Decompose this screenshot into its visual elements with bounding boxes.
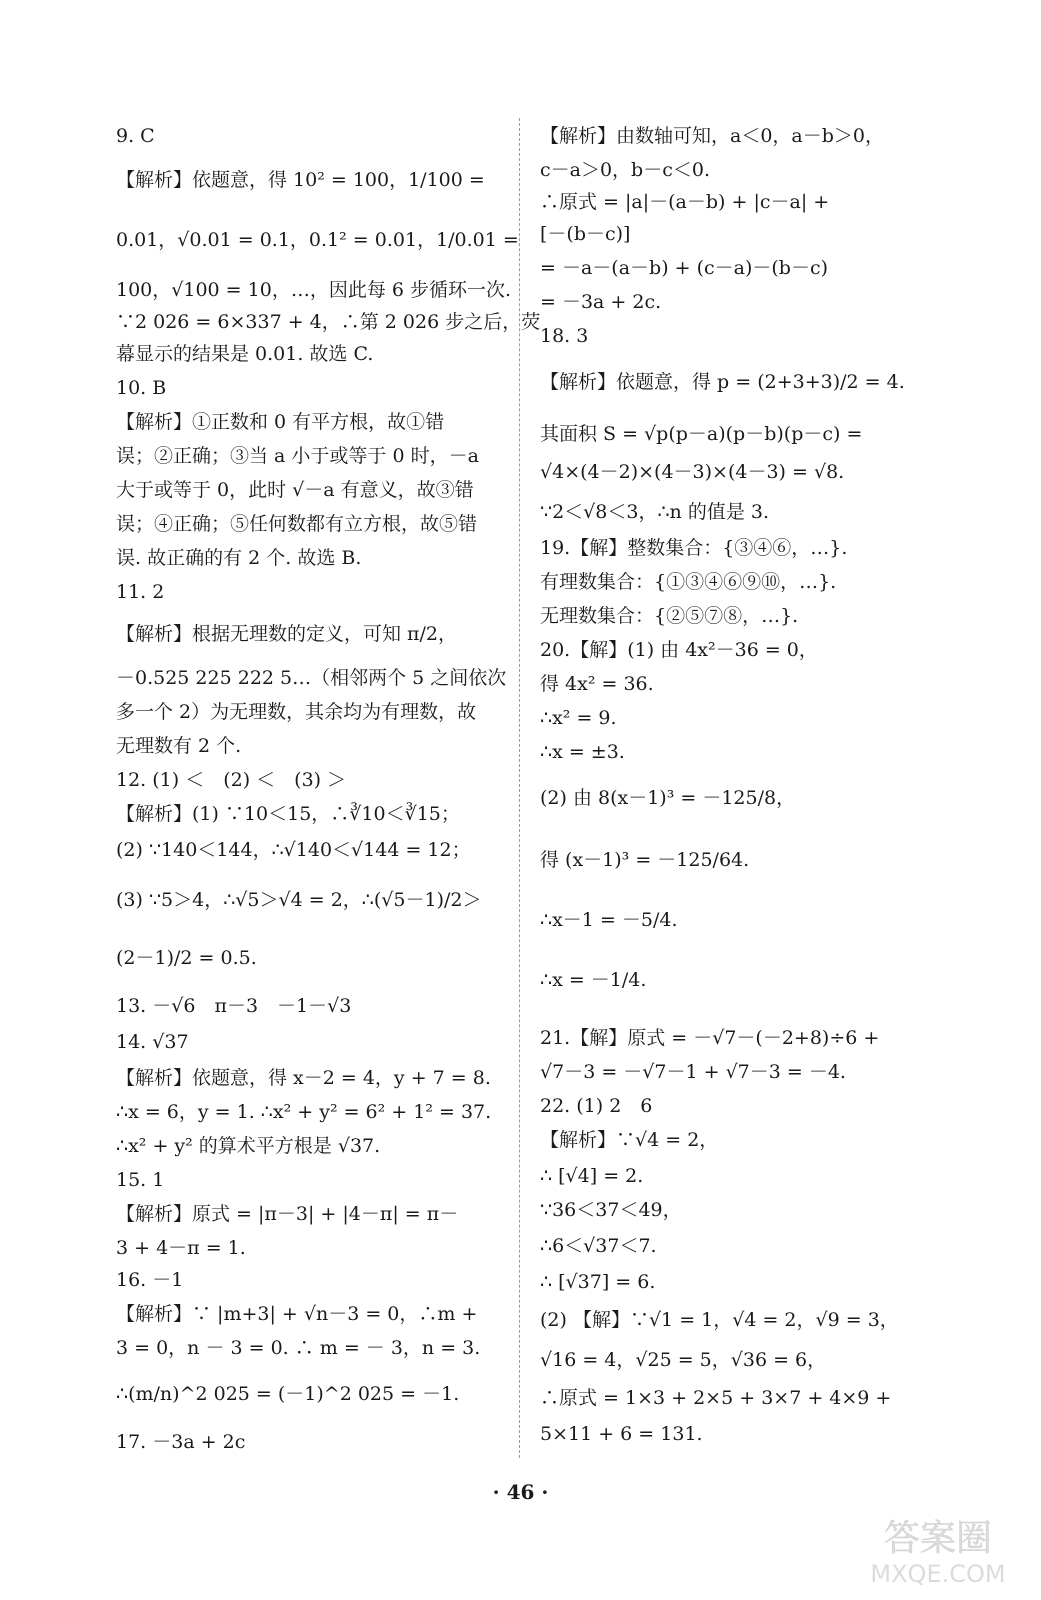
watermark-logo <box>853 1510 1023 1590</box>
right-column-line: 其面积 S = √p(p－a)(p－b)(p－c) = <box>540 423 863 445</box>
right-column-line: √7－3 = －√7－1 + √7－3 = －4. <box>540 1061 846 1083</box>
left-column-line: 多一个 2）为无理数，其余均为有理数，故 <box>116 701 477 723</box>
left-column-line: 误；②正确；③当 a 小于或等于 0 时，－a <box>116 445 479 467</box>
left-column-line: 【解析】∵ |m+3| + √n－3 = 0，∴m + <box>116 1303 478 1325</box>
left-column-line: (2－1)/2 = 0.5. <box>116 947 257 969</box>
left-column-line: 幕显示的结果是 0.01. 故选 C. <box>116 343 374 365</box>
right-column-line: ∵36＜37＜49， <box>540 1199 682 1221</box>
left-column-line: 16. －1 <box>116 1269 184 1291</box>
right-column-line: 5×11 + 6 = 131. <box>540 1423 703 1445</box>
right-column-line: [－(b－c)] <box>540 223 631 245</box>
right-column-line: ∴原式 = |a|－(a－b) + |c－a| + <box>540 191 830 213</box>
right-column-line: ∴原式 = 1×3 + 2×5 + 3×7 + 4×9 + <box>540 1387 892 1409</box>
left-column-line: 12. (1) ＜ (2) ＜ (3) ＞ <box>116 769 347 791</box>
right-column-line: 【解析】依题意，得 p = (2+3+3)/2 = 4. <box>540 371 905 393</box>
left-column-line: 9. C <box>116 125 155 147</box>
right-column-line: 无理数集合：{②⑤⑦⑧，…}. <box>540 605 799 627</box>
left-column-line: 3 + 4－π = 1. <box>116 1237 246 1259</box>
watermark-text: 答案圈 <box>883 1518 993 1559</box>
right-column-line: = －3a + 2c. <box>540 291 662 313</box>
left-column-line: 大于或等于 0，此时 √－a 有意义，故③错 <box>116 479 474 501</box>
left-column-line: 无理数有 2 个. <box>116 735 242 757</box>
left-column-line: 误. 故正确的有 2 个. 故选 B. <box>116 547 362 569</box>
left-column-line: 【解析】(1) ∵10＜15，∴∛10＜∛15； <box>116 803 460 825</box>
right-column-line: = －a－(a－b) + (c－a)－(b－c) <box>540 257 829 279</box>
right-column-line: 19.【解】整数集合：{③④⑥，…}. <box>540 537 848 559</box>
right-column-line: (2) 由 8(x－1)³ = －125/8， <box>540 787 796 809</box>
left-column-line: 100，√100 = 10，…，因此每 6 步循环一次. <box>116 279 512 301</box>
right-column-line: ∵2＜√8＜3，∴n 的值是 3. <box>540 501 769 523</box>
right-column-line: 【解析】∵√4 = 2， <box>540 1129 719 1151</box>
left-column-line: －0.525 225 222 5…（相邻两个 5 之间依次 <box>116 667 507 689</box>
right-column-line: ∴ [√4] = 2. <box>540 1165 644 1187</box>
right-column-line: ∴ [√37] = 6. <box>540 1271 656 1293</box>
right-column-line: 20.【解】(1) 由 4x²－36 = 0， <box>540 639 818 661</box>
left-column-line: ∴x = 6，y = 1. ∴x² + y² = 6² + 1² = 37. <box>116 1101 492 1123</box>
left-column-line: ∴x² + y² 的算术平方根是 √37. <box>116 1135 381 1157</box>
right-column-line: √16 = 4，√25 = 5，√36 = 6， <box>540 1349 827 1371</box>
right-column-line: 得 (x－1)³ = －125/64. <box>540 849 750 871</box>
right-column-line: √4×(4－2)×(4－3)×(4－3) = √8. <box>540 461 845 483</box>
right-column-line: 22. (1) 2 6 <box>540 1095 653 1117</box>
right-column-line: 得 4x² = 36. <box>540 673 654 695</box>
right-column-line: (2) 【解】∵√1 = 1，√4 = 2，√9 = 3， <box>540 1309 899 1331</box>
left-column-line: 【解析】原式 = |π－3| + |4－π| = π－ <box>116 1203 459 1225</box>
left-column-line: 【解析】根据无理数的定义，可知 π/2， <box>116 623 458 645</box>
left-column-line: 11. 2 <box>116 581 165 603</box>
right-column-line: c－a＞0，b－c＜0. <box>540 159 710 181</box>
left-column-line: 0.01，√0.01 = 0.1，0.1² = 0.01，1/0.01 = <box>116 229 519 251</box>
left-column-line: 误；④正确；⑤任何数都有立方根，故⑤错 <box>116 513 478 535</box>
right-column-line: 【解析】由数轴可知，a＜0，a－b＞0， <box>540 125 884 147</box>
left-column-line: 13. －√6 π－3 －1－√3 <box>116 995 352 1017</box>
left-column-line: 10. B <box>116 377 167 399</box>
left-column-line: 15. 1 <box>116 1169 165 1191</box>
left-column-line: (3) ∵5＞4，∴√5＞√4 = 2，∴(√5－1)/2＞ <box>116 889 482 911</box>
page-number: · 46 · <box>492 1480 549 1504</box>
watermark-url: MXQE.COM <box>870 1560 1006 1588</box>
left-column-line: 17. －3a + 2c <box>116 1431 246 1453</box>
right-column-line: 18. 3 <box>540 325 589 347</box>
left-column-line: ∴(m/n)^2 025 = (－1)^2 025 = －1. <box>116 1383 460 1405</box>
right-column-line: ∴6＜√37＜7. <box>540 1235 657 1257</box>
right-column-line: 21.【解】原式 = －√7－(－2+8)÷6 + <box>540 1027 880 1049</box>
column-divider <box>519 118 520 1458</box>
left-column-line: ∵2 026 = 6×337 + 4，∴第 2 026 步之后，荧 <box>116 311 541 333</box>
left-column-line: 【解析】依题意，得 x－2 = 4，y + 7 = 8. <box>116 1067 491 1089</box>
right-column-line: ∴x² = 9. <box>540 707 617 729</box>
left-column-line: (2) ∵140＜144，∴√140＜√144 = 12； <box>116 839 471 861</box>
left-column-line: 【解析】①正数和 0 有平方根，故①错 <box>116 411 445 433</box>
left-column-line: 【解析】依题意，得 10² = 100，1/100 = <box>116 169 485 191</box>
right-column-line: 有理数集合：{①③④⑥⑨⑩，…}. <box>540 571 837 593</box>
right-column-line: ∴x = ±3. <box>540 741 625 763</box>
right-column-line: ∴x = －1/4. <box>540 969 647 991</box>
left-column-line: 3 = 0，n － 3 = 0. ∴ m = － 3，n = 3. <box>116 1337 481 1359</box>
left-column-line: 14. √37 <box>116 1031 189 1053</box>
right-column-line: ∴x－1 = －5/4. <box>540 909 678 931</box>
